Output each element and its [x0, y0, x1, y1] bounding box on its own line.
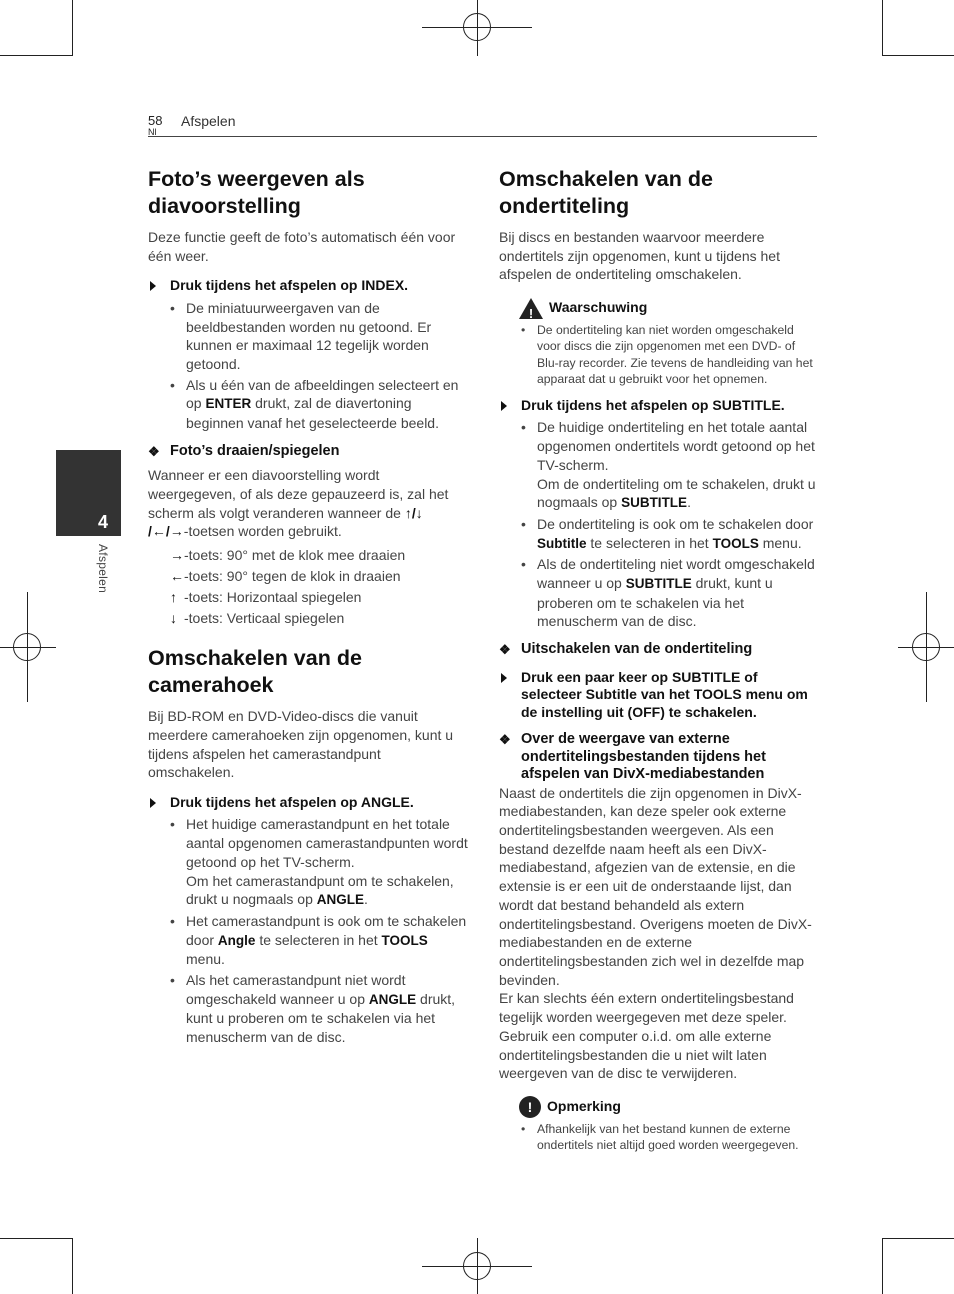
slideshow-step: Druk tijdens het afspelen op INDEX. — [148, 277, 468, 295]
crop-mark — [882, 1238, 883, 1294]
crop-mark — [882, 0, 883, 56]
registration-circle — [463, 1252, 491, 1280]
camera-intro: Bij BD-ROM en DVD-Video-discs die vanuit meerdere camerahoeken zijn opgenomen, kunt u tijdens afspelen het camerastandpunt omschakelen. — [148, 708, 454, 781]
warning-icon: ! — [519, 298, 543, 319]
right-column — [499, 166, 819, 1153]
list-item: • Als de ondertiteling niet wordt omgeschakeld wanneer u op SUBTITLE drukt, kunt u proberen om te schakelen via het menuscherm van de disc. — [537, 555, 819, 631]
rotation-item: ↑ -toets: Horizontaal spiegelen — [170, 587, 468, 608]
rotate-subheading: ❖ Foto’s draaien/spiegelen — [148, 442, 340, 459]
heading-camera: Omschakelen van de camerahoek — [148, 646, 362, 698]
step-arrow-icon — [150, 798, 156, 808]
heading-subtitle: Omschakelen van de ondertiteling — [499, 167, 713, 218]
note-heading: ! Opmerking — [519, 1095, 819, 1117]
subtitle-step: Druk tijdens het afspelen op SUBTITLE. — [499, 397, 819, 415]
registration-circle — [13, 633, 41, 661]
step-arrow-icon — [501, 401, 507, 411]
camera-step: Druk tijdens het afspelen op ANGLE. — [148, 794, 468, 812]
chapter-label: Afspelen — [96, 544, 110, 594]
diamond-icon: ❖ — [148, 443, 160, 459]
rotation-item: ←-toets: 90° tegen de klok in draaien — [170, 566, 468, 587]
registration-circle — [463, 13, 491, 41]
crop-mark — [0, 1238, 72, 1239]
slideshow-bullets — [148, 299, 468, 433]
warning-box — [499, 296, 819, 387]
list-item: • Afhankelijk van het bestand kunnen de externe ondertitels niet altijd goed worden weergegeven. — [537, 1121, 819, 1153]
external-subtitle-body: Naast de ondertitels die zijn opgenomen in DivX-mediabestanden, kan deze speler ook externe ondertitelingsbestanden weergeven. Als een bestand dezelfde naam heeft als een DivX-mediabestand, afgezien van de extensie, en die extensie is er een uit de onderstaande lijst, dan wordt dat bestand behandeld als extern ondertitelingsbestand. Overigens moeten de DivX-mediabestanden en de externe ondertitelingsbestanden zich wel in dezelfde map bevinden. — [499, 784, 812, 988]
list-item: • Het huidige camerastandpunt en het totale aantal opgenomen camerastandpunten wordt getoond op het TV-scherm. Om het camerastandpunt om te schakelen, drukt u nogmaals op ANGLE. — [186, 815, 468, 910]
chapter-number: 4 — [97, 512, 108, 532]
external-subtitle-subheading: ❖ Over de weergave van externe ondertitelingsbestanden tijdens het afspelen van DivX-mediabestanden — [499, 731, 766, 783]
crop-mark — [72, 1238, 73, 1294]
arrow-up-icon: ↑ — [170, 589, 177, 606]
crop-mark — [0, 55, 72, 56]
crop-mark — [72, 0, 73, 56]
list-item: • De ondertiteling is ook om te schakelen door Subtitle te selecteren in het TOOLS menu. — [537, 515, 819, 553]
section-title: Afspelen — [181, 113, 236, 129]
list-item: • De ondertiteling kan niet worden omgeschakeld voor discs die zijn opgenomen met een DVD- of Blu-ray recorder. Zie tevens de handleiding van het apparaat dat u gebruikt voor het opnemen. — [537, 322, 819, 387]
list-item: • Het camerastandpunt is ook om te schakelen door Angle te selecteren in het TOOLS menu. — [186, 912, 468, 969]
rotation-item: →-toets: 90° met de klok mee draaien — [170, 545, 468, 566]
chapter-tab — [56, 450, 121, 536]
left-column — [148, 166, 468, 1049]
arrow-down-icon: ↓ — [170, 610, 177, 627]
crop-mark — [882, 1238, 954, 1239]
slideshow-intro: Deze functie geeft de foto’s automatisch één voor één weer. — [148, 229, 456, 264]
note-box — [499, 1095, 819, 1153]
step-arrow-icon — [150, 281, 156, 291]
list-item: • Als het camerastandpunt niet wordt omgeschakeld wanneer u op ANGLE drukt, kunt u proberen om te schakelen via het menuscherm van de disc. — [186, 971, 468, 1047]
subtitle-bullets — [499, 418, 819, 631]
page-header — [148, 112, 817, 137]
external-subtitle-body-2: Er kan slechts één extern ondertitelingsbestand tegelijk worden weergegeven met deze speler. Gebruik een computer o.i.d. om alle externe ondertitelingsbestanden die u niet wilt laten weergeven van de disc te verwijderen. — [499, 990, 794, 1082]
page-language: Nl — [148, 127, 157, 137]
list-item: • De huidige ondertiteling en het totale aantal opgenomen ondertitels wordt getoond op het TV-scherm. Om de ondertiteling om te schakelen, drukt u nogmaals op SUBTITLE. — [537, 418, 819, 513]
crop-mark — [882, 55, 954, 56]
arrow-right-icon: → — [170, 547, 184, 564]
exclamation-icon: ! — [519, 1096, 541, 1118]
note-list — [519, 1121, 819, 1153]
heading-slideshow: Foto’s weergeven als diavoorstelling — [148, 167, 365, 218]
registration-circle — [912, 633, 940, 661]
diamond-icon: ❖ — [499, 642, 511, 658]
rotate-intro: Wanneer er een diavoorstelling wordt weergegeven, of als deze gepauzeerd is, zal het scherm als volgt veranderen wanneer de ↑/↓ /←/→-toetsen worden gebruikt. — [148, 467, 449, 540]
rotation-list — [170, 545, 468, 629]
arrow-left-icon: ← — [170, 568, 184, 585]
subtitle-intro: Bij discs en bestanden waarvoor meerdere ondertitels zijn opgenomen, kunt u tijdens het afspelen de ondertiteling omschakelen. — [499, 229, 780, 283]
subtitle-off-subheading: ❖ Uitschakelen van de ondertiteling — [499, 641, 753, 658]
rotation-item: ↓ -toets: Verticaal spiegelen — [170, 608, 468, 629]
list-item: • De miniatuurweergaven van de beeldbestanden worden nu getoond. Er kunnen er maximaal 12 tegelijk worden getoond. — [186, 299, 468, 374]
list-item: • Als u één van de afbeeldingen selecteert en op ENTER drukt, zal de diavertoning beginnen vanaf het geselecteerde beeld. — [186, 376, 468, 433]
page-number: 58 — [148, 113, 163, 128]
step-arrow-icon — [501, 673, 507, 683]
camera-bullets — [148, 815, 468, 1046]
subtitle-off-step: Druk een paar keer op SUBTITLE of selecteer Subtitle van het TOOLS menu om de instelling uit (OFF) te schakelen. — [499, 669, 819, 722]
diamond-icon: ❖ — [499, 732, 511, 748]
warning-list — [519, 322, 819, 387]
warning-heading: ! Waarschuwing — [519, 296, 819, 318]
